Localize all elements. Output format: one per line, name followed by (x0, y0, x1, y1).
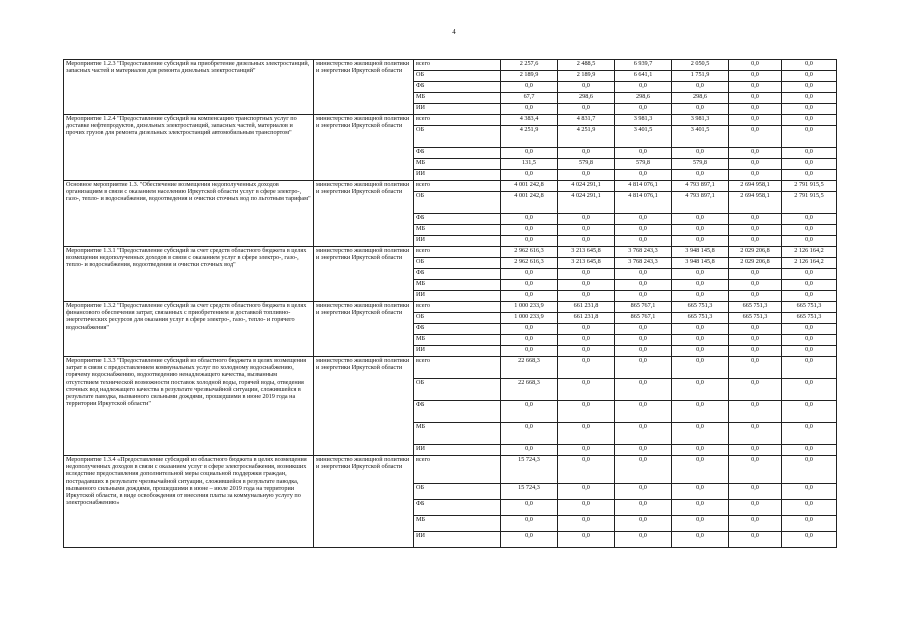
amount-cell: 0,0 (558, 484, 615, 500)
funding-source: всего (414, 357, 501, 379)
amount-cell: 0,0 (782, 159, 837, 170)
amount-cell: 0,0 (672, 280, 729, 291)
amount-cell: 0,0 (672, 516, 729, 532)
amount-cell: 0,0 (501, 269, 558, 280)
amount-cell: 0,0 (782, 532, 837, 548)
amount-cell: 0,0 (729, 484, 782, 500)
activity-description: Мероприятие 1.3.2 "Предоставление субсидий за счет средств областного бюджета в целях финансового обеспечения затрат, связанных с приобретением и доставкой топливно-энергетических ресурсов для оказания услуг в сфере электро-, газо-, тепло- и горячего водоснабжения" (64, 302, 314, 357)
funding-source: ФБ (414, 500, 501, 516)
activity-description: Мероприятие 1.2.3 "Предоставление субсидий на приобретение дизельных электростанций, запасных частей и материалов для ремонта дизельных электростанций" (64, 60, 314, 115)
funding-source: всего (414, 456, 501, 484)
amount-cell: 0,0 (558, 346, 615, 357)
amount-cell: 0,0 (615, 423, 672, 445)
amount-cell: 298,6 (672, 93, 729, 104)
amount-cell: 0,0 (558, 236, 615, 247)
table-row (64, 115, 837, 126)
amount-cell: 579,8 (558, 159, 615, 170)
amount-cell: 0,0 (558, 324, 615, 335)
table-row (64, 456, 837, 484)
amount-cell: 0,0 (782, 236, 837, 247)
amount-cell: 298,6 (558, 93, 615, 104)
amount-cell: 0,0 (782, 170, 837, 181)
amount-cell: 0,0 (729, 500, 782, 516)
amount-cell: 0,0 (615, 401, 672, 423)
funding-source: МБ (414, 225, 501, 236)
amount-cell: 2 962 616,3 (501, 247, 558, 258)
amount-cell: 0,0 (782, 516, 837, 532)
amount-cell: 0,0 (501, 324, 558, 335)
amount-cell: 0,0 (558, 357, 615, 379)
amount-cell: 0,0 (558, 500, 615, 516)
amount-cell: 2 029 206,8 (729, 247, 782, 258)
amount-cell: 0,0 (672, 170, 729, 181)
amount-cell: 0,0 (729, 115, 782, 126)
amount-cell: 0,0 (729, 236, 782, 247)
amount-cell: 0,0 (501, 445, 558, 456)
amount-cell: 0,0 (615, 214, 672, 225)
amount-cell: 3 768 243,3 (615, 247, 672, 258)
responsible-executor: министерство жилищной политики и энергетики Иркутской области (314, 60, 414, 115)
activity-description: Основное мероприятие 1.3. "Обеспечение возмещения недополученных доходов организациям в связи с оказанием населению Иркутской области услуг в сфере электро-, газо-, тепло- и водоснабжения, водоотведения и очистки сточных вод по льготным тарифам" (64, 181, 314, 247)
amount-cell: 0,0 (729, 324, 782, 335)
page-number: 4 (452, 28, 456, 36)
amount-cell: 0,0 (615, 269, 672, 280)
amount-cell: 0,0 (782, 148, 837, 159)
amount-cell: 0,0 (672, 532, 729, 548)
funding-source: МБ (414, 516, 501, 532)
amount-cell: 0,0 (729, 423, 782, 445)
funding-source: всего (414, 302, 501, 313)
amount-cell: 2 694 958,1 (729, 192, 782, 214)
amount-cell: 0,0 (501, 423, 558, 445)
amount-cell: 0,0 (615, 324, 672, 335)
funding-source: ОБ (414, 71, 501, 82)
amount-cell: 0,0 (782, 71, 837, 82)
funding-source: ОБ (414, 126, 501, 148)
amount-cell: 0,0 (729, 82, 782, 93)
amount-cell: 0,0 (615, 225, 672, 236)
amount-cell: 661 231,8 (558, 302, 615, 313)
amount-cell: 0,0 (729, 60, 782, 71)
amount-cell: 0,0 (558, 423, 615, 445)
funding-source: ОБ (414, 192, 501, 214)
amount-cell: 0,0 (729, 71, 782, 82)
amount-cell: 0,0 (782, 60, 837, 71)
amount-cell: 0,0 (501, 214, 558, 225)
amount-cell: 0,0 (501, 516, 558, 532)
amount-cell: 0,0 (672, 500, 729, 516)
amount-cell: 0,0 (615, 148, 672, 159)
table-row (64, 302, 837, 313)
amount-cell: 665 751,3 (729, 313, 782, 324)
amount-cell: 6 939,7 (615, 60, 672, 71)
amount-cell: 15 724,3 (501, 456, 558, 484)
amount-cell: 3 401,5 (615, 126, 672, 148)
amount-cell: 0,0 (672, 346, 729, 357)
amount-cell: 0,0 (501, 236, 558, 247)
amount-cell: 0,0 (501, 104, 558, 115)
responsible-executor: министерство жилищной политики и энергетики Иркутской области (314, 115, 414, 181)
amount-cell: 0,0 (672, 379, 729, 401)
amount-cell: 2 189,9 (558, 71, 615, 82)
amount-cell: 2 694 958,1 (729, 181, 782, 192)
amount-cell: 2 050,5 (672, 60, 729, 71)
amount-cell: 0,0 (501, 335, 558, 346)
amount-cell: 665 751,3 (782, 302, 837, 313)
amount-cell: 2 189,9 (501, 71, 558, 82)
amount-cell: 0,0 (615, 280, 672, 291)
amount-cell: 0,0 (558, 104, 615, 115)
amount-cell: 0,0 (729, 401, 782, 423)
amount-cell: 0,0 (782, 225, 837, 236)
amount-cell: 2 126 164,2 (782, 258, 837, 269)
amount-cell: 0,0 (729, 148, 782, 159)
amount-cell: 0,0 (782, 484, 837, 500)
amount-cell: 0,0 (615, 516, 672, 532)
amount-cell: 0,0 (782, 456, 837, 484)
amount-cell: 4 024 291,1 (558, 192, 615, 214)
amount-cell: 22 668,3 (501, 357, 558, 379)
amount-cell: 2 791 915,5 (782, 181, 837, 192)
amount-cell: 0,0 (615, 236, 672, 247)
amount-cell: 3 948 145,8 (672, 258, 729, 269)
amount-cell: 2 962 616,3 (501, 258, 558, 269)
amount-cell: 15 724,3 (501, 484, 558, 500)
amount-cell: 0,0 (672, 82, 729, 93)
amount-cell: 0,0 (782, 126, 837, 148)
amount-cell: 131,5 (501, 159, 558, 170)
amount-cell: 0,0 (558, 335, 615, 346)
amount-cell: 0,0 (729, 104, 782, 115)
amount-cell: 0,0 (729, 346, 782, 357)
amount-cell: 0,0 (672, 484, 729, 500)
amount-cell: 0,0 (782, 280, 837, 291)
amount-cell: 0,0 (782, 82, 837, 93)
activity-description: Мероприятие 1.3.3 "Предоставление субсидий из областного бюджета в целях возмещения затрат в связи с предоставлением коммунальных услуг по холодному водоснабжению, горячему водоснабжению, водоотведению ненадлежащего качества, вызванным отсутствием технической возможности поставок холодной воды, горячей воды, отведения сточных вод надлежащего качества в результате чрезвычайной ситуации, сложившейся в результате паводка, вызванного сильными дождями, прошедшими в июне 2019 года на территории Иркутской области" (64, 357, 314, 456)
funding-source: ФБ (414, 401, 501, 423)
amount-cell: 2 257,6 (501, 60, 558, 71)
amount-cell: 4 001 242,8 (501, 192, 558, 214)
amount-cell: 0,0 (558, 516, 615, 532)
table-row (64, 247, 837, 258)
amount-cell: 865 767,1 (615, 302, 672, 313)
amount-cell: 579,8 (615, 159, 672, 170)
amount-cell: 3 213 645,8 (558, 247, 615, 258)
amount-cell: 3 401,5 (672, 126, 729, 148)
amount-cell: 2 029 206,8 (729, 258, 782, 269)
amount-cell: 0,0 (672, 445, 729, 456)
amount-cell: 0,0 (558, 82, 615, 93)
amount-cell: 0,0 (615, 445, 672, 456)
amount-cell: 0,0 (501, 500, 558, 516)
amount-cell: 4 814 076,1 (615, 181, 672, 192)
activity-description: Мероприятие 1.2.4 "Предоставление субсидий на компенсацию транспортных услуг по доставке нефтепродуктов, дизельных электростанций, запасных частей, материалов и прочих грузов для ремонта дизельных электростанций автомобильным транспортом" (64, 115, 314, 181)
amount-cell: 0,0 (672, 456, 729, 484)
amount-cell: 67,7 (501, 93, 558, 104)
amount-cell: 0,0 (672, 291, 729, 302)
amount-cell: 0,0 (558, 269, 615, 280)
responsible-executor: министерство жилищной политики и энергетики Иркутской области (314, 181, 414, 247)
amount-cell: 0,0 (672, 225, 729, 236)
amount-cell: 0,0 (558, 148, 615, 159)
amount-cell: 0,0 (729, 225, 782, 236)
amount-cell: 0,0 (501, 170, 558, 181)
amount-cell: 298,6 (615, 93, 672, 104)
responsible-executor: министерство жилищной политики и энергетики Иркутской области (314, 247, 414, 302)
amount-cell: 0,0 (672, 269, 729, 280)
amount-cell: 0,0 (729, 456, 782, 484)
amount-cell: 0,0 (672, 214, 729, 225)
amount-cell: 4 793 897,1 (672, 181, 729, 192)
amount-cell: 0,0 (672, 423, 729, 445)
amount-cell: 0,0 (672, 104, 729, 115)
amount-cell: 0,0 (615, 379, 672, 401)
amount-cell: 0,0 (558, 532, 615, 548)
funding-source: ФБ (414, 214, 501, 225)
funding-source: ИИ (414, 532, 501, 548)
funding-source: ИИ (414, 445, 501, 456)
amount-cell: 0,0 (501, 82, 558, 93)
amount-cell: 661 231,8 (558, 313, 615, 324)
funding-source: всего (414, 115, 501, 126)
amount-cell: 0,0 (729, 379, 782, 401)
amount-cell: 0,0 (729, 159, 782, 170)
amount-cell: 0,0 (672, 324, 729, 335)
amount-cell: 579,8 (672, 159, 729, 170)
funding-source: МБ (414, 335, 501, 346)
amount-cell: 1 000 233,9 (501, 313, 558, 324)
funding-source: ФБ (414, 324, 501, 335)
amount-cell: 0,0 (672, 236, 729, 247)
funding-source: всего (414, 247, 501, 258)
amount-cell: 865 767,1 (615, 313, 672, 324)
funding-source: МБ (414, 280, 501, 291)
amount-cell: 0,0 (782, 291, 837, 302)
amount-cell: 0,0 (615, 104, 672, 115)
amount-cell: 1 751,9 (672, 71, 729, 82)
amount-cell: 4 024 291,1 (558, 181, 615, 192)
amount-cell: 4 001 242,8 (501, 181, 558, 192)
amount-cell: 0,0 (729, 280, 782, 291)
amount-cell: 0,0 (558, 291, 615, 302)
amount-cell: 0,0 (729, 291, 782, 302)
amount-cell: 4 793 897,1 (672, 192, 729, 214)
amount-cell: 3 981,3 (615, 115, 672, 126)
amount-cell: 0,0 (729, 335, 782, 346)
amount-cell: 22 668,3 (501, 379, 558, 401)
amount-cell: 0,0 (672, 148, 729, 159)
amount-cell: 0,0 (782, 500, 837, 516)
funding-source: ИИ (414, 291, 501, 302)
amount-cell: 0,0 (729, 214, 782, 225)
amount-cell: 0,0 (782, 115, 837, 126)
amount-cell: 665 751,3 (672, 313, 729, 324)
funding-source: ФБ (414, 148, 501, 159)
responsible-executor: министерство жилищной политики и энергетики Иркутской области (314, 302, 414, 357)
funding-source: МБ (414, 159, 501, 170)
amount-cell: 0,0 (615, 291, 672, 302)
amount-cell: 0,0 (672, 335, 729, 346)
amount-cell: 0,0 (558, 214, 615, 225)
amount-cell: 0,0 (501, 148, 558, 159)
amount-cell: 1 000 233,9 (501, 302, 558, 313)
activity-description: Мероприятие 1.3.1 "Предоставление субсидий за счет средств областного бюджета в целях возмещения недополученных доходов в связи с оказанием услуг в сфере электро-, газо-, тепло- и водоснабжения, водоотведения и очистки сточных вод" (64, 247, 314, 302)
funding-source: ИИ (414, 236, 501, 247)
amount-cell: 0,0 (501, 346, 558, 357)
amount-cell: 3 768 243,3 (615, 258, 672, 269)
amount-cell: 4 251,9 (501, 126, 558, 148)
table-row (64, 60, 837, 71)
amount-cell: 4 831,7 (558, 115, 615, 126)
activity-description: Мероприятие 1.3.4 «Предоставление субсидий из областного бюджета в целях возмещения недополученных доходов в связи с оказанием услуг в сфере электроснабжения, возникших вследствие предоставления дополнительной меры социальной поддержки граждан, пострадавших в результате чрезвычайной ситуации, сложившейся в результате паводка, вызванного сильными дождями, прошедшими в июне – июле 2019 года на территории Иркутской области, в виде освобождения от внесения платы за коммунальную услугу по электроснабжению» (64, 456, 314, 548)
amount-cell: 0,0 (615, 500, 672, 516)
amount-cell: 0,0 (729, 516, 782, 532)
amount-cell: 0,0 (782, 214, 837, 225)
amount-cell: 0,0 (729, 93, 782, 104)
amount-cell: 0,0 (558, 401, 615, 423)
amount-cell: 0,0 (782, 93, 837, 104)
amount-cell: 0,0 (501, 225, 558, 236)
funding-source: МБ (414, 423, 501, 445)
amount-cell: 0,0 (672, 401, 729, 423)
amount-cell: 6 641,1 (615, 71, 672, 82)
amount-cell: 0,0 (615, 456, 672, 484)
amount-cell: 0,0 (729, 445, 782, 456)
funding-source: всего (414, 181, 501, 192)
amount-cell: 0,0 (782, 269, 837, 280)
funding-source: ОБ (414, 313, 501, 324)
funding-table (63, 59, 837, 548)
amount-cell: 0,0 (558, 280, 615, 291)
amount-cell: 0,0 (615, 357, 672, 379)
amount-cell: 0,0 (729, 170, 782, 181)
amount-cell: 0,0 (782, 401, 837, 423)
amount-cell: 0,0 (729, 126, 782, 148)
funding-source: МБ (414, 93, 501, 104)
amount-cell: 0,0 (729, 269, 782, 280)
amount-cell: 0,0 (501, 280, 558, 291)
funding-source: ОБ (414, 484, 501, 500)
amount-cell: 665 751,3 (672, 302, 729, 313)
amount-cell: 665 751,3 (729, 302, 782, 313)
amount-cell: 0,0 (782, 357, 837, 379)
amount-cell: 4 814 076,1 (615, 192, 672, 214)
amount-cell: 2 791 915,5 (782, 192, 837, 214)
amount-cell: 0,0 (782, 423, 837, 445)
amount-cell: 0,0 (615, 335, 672, 346)
amount-cell: 4 383,4 (501, 115, 558, 126)
amount-cell: 0,0 (782, 104, 837, 115)
amount-cell: 665 751,3 (782, 313, 837, 324)
amount-cell: 2 126 164,2 (782, 247, 837, 258)
amount-cell: 3 948 145,8 (672, 247, 729, 258)
funding-source: ФБ (414, 82, 501, 93)
amount-cell: 0,0 (558, 445, 615, 456)
table-row (64, 357, 837, 379)
amount-cell: 0,0 (558, 225, 615, 236)
amount-cell: 0,0 (615, 170, 672, 181)
funding-source: ОБ (414, 258, 501, 269)
amount-cell: 0,0 (615, 532, 672, 548)
funding-source: ОБ (414, 379, 501, 401)
amount-cell: 0,0 (729, 532, 782, 548)
amount-cell: 0,0 (558, 379, 615, 401)
funding-source: ИИ (414, 346, 501, 357)
amount-cell: 2 488,5 (558, 60, 615, 71)
responsible-executor: министерство жилищной политики и энергетики Иркутской области (314, 357, 414, 456)
amount-cell: 4 251,9 (558, 126, 615, 148)
funding-source: ИИ (414, 104, 501, 115)
amount-cell: 0,0 (501, 291, 558, 302)
amount-cell: 0,0 (782, 335, 837, 346)
funding-source: ИИ (414, 170, 501, 181)
amount-cell: 0,0 (558, 170, 615, 181)
amount-cell: 0,0 (782, 346, 837, 357)
amount-cell: 0,0 (729, 357, 782, 379)
amount-cell: 0,0 (672, 357, 729, 379)
table-row (64, 181, 837, 192)
responsible-executor: министерство жилищной политики и энергетики Иркутской области (314, 456, 414, 548)
funding-source: всего (414, 60, 501, 71)
amount-cell: 0,0 (782, 379, 837, 401)
amount-cell: 0,0 (782, 324, 837, 335)
amount-cell: 0,0 (782, 445, 837, 456)
amount-cell: 0,0 (558, 456, 615, 484)
amount-cell: 0,0 (615, 484, 672, 500)
amount-cell: 3 981,3 (672, 115, 729, 126)
funding-source: ФБ (414, 269, 501, 280)
amount-cell: 0,0 (501, 401, 558, 423)
amount-cell: 0,0 (615, 82, 672, 93)
amount-cell: 0,0 (615, 346, 672, 357)
amount-cell: 0,0 (501, 532, 558, 548)
amount-cell: 3 213 645,8 (558, 258, 615, 269)
